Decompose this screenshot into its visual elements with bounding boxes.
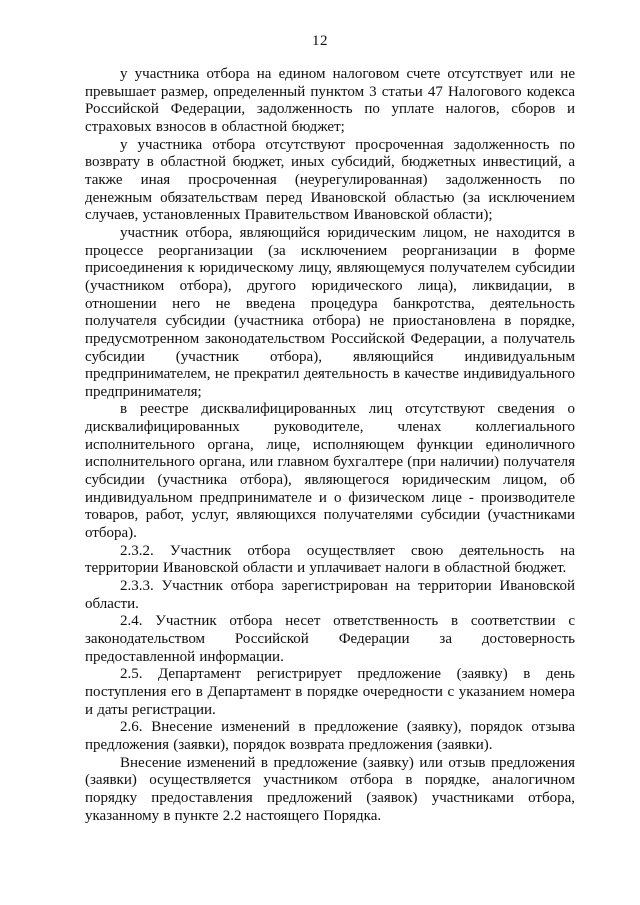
paragraph: участник отбора, являющийся юридическим лицом, не находится в процессе реорганизации (за исключением реорганизации в форме присоединения к юридическому лицу, являющемуся получателем субсидии (участником отбора), другого юридического лица), ликвидации, в отношении него не введена процедура банкротства, деятельность получателя субсидии (участника отбора) не приостановлена в порядке, предусмотренном законодательством Российской Федерации, а получатель субсидии (участник отбора), являющийся индивидуальным предпринимателем, не прекратил деятельность в качестве индивидуального предпринимателя;	[85, 224, 575, 400]
paragraph: 2.3.2. Участник отбора осуществляет свою деятельность на территории Ивановской области и уплачивает налоги в областной бюджет.	[85, 542, 575, 577]
paragraph: у участника отбора отсутствуют просроченная задолженность по возврату в областной бюджет, иных субсидий, бюджетных инвестиций, а также иная просроченная (неурегулированная) задолженность по денежным обязательствам перед Ивановской областью (за исключением случаев, установленных Правительством Ивановской области);	[85, 136, 575, 224]
paragraph: Внесение изменений в предложение (заявку) или отзыв предложения (заявки) осуществляется участником отбора в порядке, аналогичном порядку предоставления предложений (заявок) участниками отбора, указанному в пункте 2.2 настоящего Порядка.	[85, 754, 575, 824]
paragraph: 2.3.3. Участник отбора зарегистрирован на территории Ивановской области.	[85, 578, 575, 612]
paragraph: 2.5. Департамент регистрирует предложение (заявку) в день поступления его в Департамент в порядке очередности с указанием номера и даты регистрации.	[85, 666, 575, 718]
paragraph: 2.4. Участник отбора несет ответственность в соответствии с законодательством Российской Федерации за достоверность предоставленной информации.	[85, 613, 575, 665]
document-body	[85, 66, 575, 825]
page-number: 12	[312, 33, 328, 49]
paragraph: у участника отбора на едином налоговом счете отсутствует или не превышает размер, определенный пунктом 3 статьи 47 Налогового кодекса Российской Федерации, задолженность по уплате налогов, сборов и страховых взносов в областной бюджет;	[85, 66, 575, 135]
paragraph: в реестре дисквалифицированных лиц отсутствуют сведения о дисквалифицированных руководителе, членах коллегиального исполнительного органа, лице, исполняющем функции единоличного исполнительного органа, или главном бухгалтере (при наличии) получателя субсидии (участника отбора), являющегося юридическим лицом, об индивидуальном предпринимателе и о физическом лице - производителе товаров, работ, услуг, являющихся получателями субсидии (участниками отбора).	[85, 401, 575, 542]
paragraph: 2.6. Внесение изменений в предложение (заявку), порядок отзыва предложения (заявки), порядок возврата предложения (заявки).	[85, 719, 575, 753]
